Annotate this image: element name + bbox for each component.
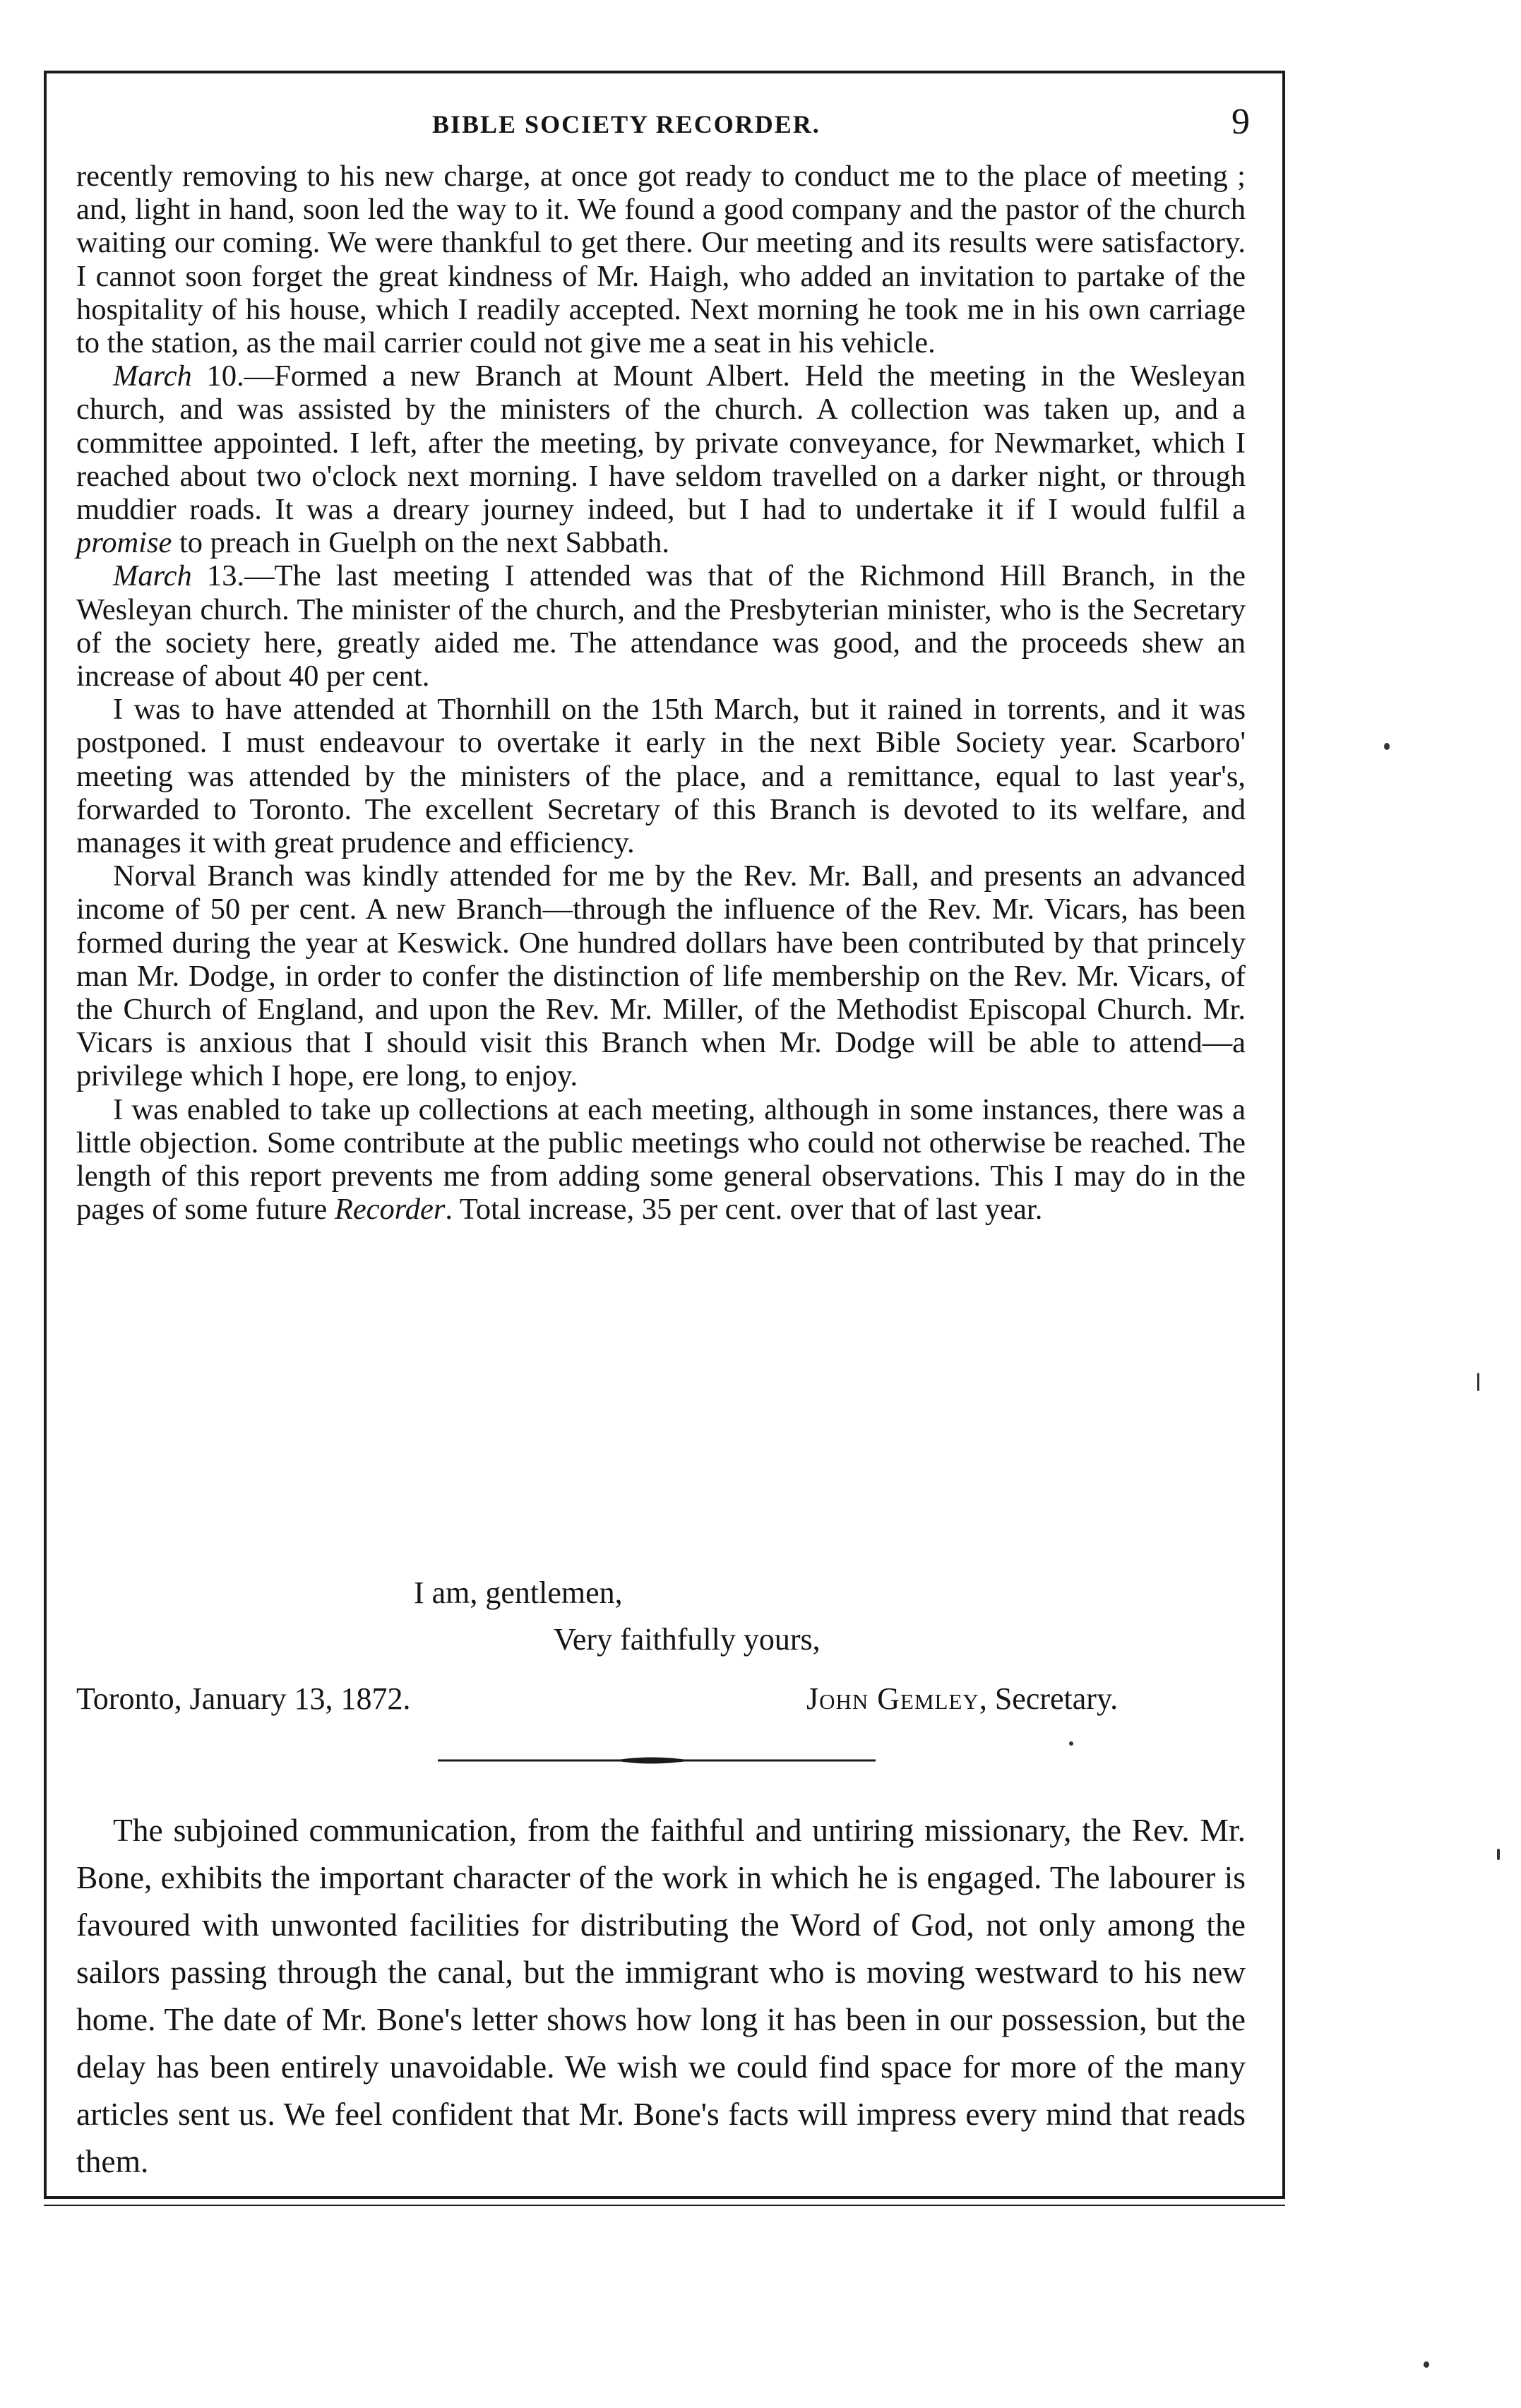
salutation: I am, gentlemen, <box>414 1575 623 1610</box>
page-number: 9 <box>1231 102 1250 142</box>
report-paragraph-norval: Norval Branch was kindly attended for me by the Rev. Mr. Ball, and presents an advanced income of 50 per cent. A new Branch—through the influence of the Rev. Mr. Vicars, has been formed during the year at Keswick. One hundred dollars have been contributed by that princely man Mr. Dodge, in order to confer the distinction of life membership on the Rev. Mr. Vicars, of the Church of England, and upon the Rev. Mr. Miller, of the Methodist Episcopal Church. Mr. Vicars is anxious that I should visit this Branch when Mr. Dodge will be able to attend—a privilege which I hope, ere long, to enjoy. <box>76 859 1246 1093</box>
valediction: Very faithfully yours, <box>554 1622 821 1657</box>
print-speck <box>1424 2361 1429 2368</box>
report-paragraph-1: recently removing to his new charge, at once got ready to conduct me to the place of meeting ; and, light in hand, soon led the way to it. We found a good company and the pastor of the church waiting our coming. We were thankful to get there. Our meeting and its results were satisfactory. I cannot soon forget the great kindness of Mr. Haigh, who added an invitation to partake of the hospitality of his house, which I readily accepted. Next morning he took me in his own carriage to the station, as the mail carrier could not give me a seat in his vehicle. <box>76 160 1246 360</box>
place-date: Toronto, January 13, 1872. <box>76 1681 411 1716</box>
report-paragraph-march-13: March 13.—The last meeting I attended was that of the Richmond Hill Branch, in the Wesleyan church. The minister of the church, and the Presbyterian minister, who is the Secretary of the society here, greatly aided me. The attendance was good, and the proceeds shew an increase of about 40 per cent. <box>76 559 1246 693</box>
editorial-paragraph: The subjoined communication, from the faithful and untiring missionary, the Rev. Mr. Bone, exhibits the important character of the work in which he is engaged. The labourer is favoured with unwonted facilities for distributing the Word of God, not only among the sailors passing through the canal, but the immigrant who is moving westward to his new home. The date of Mr. Bone's letter shows how long it has been in our possession, but the delay has been entirely unavoidable. We wish we could find space for more of the many articles sent us. We feel confident that Mr. Bone's facts will impress every mind that reads them. <box>76 1812 1246 2179</box>
signature-name: John Gemley <box>806 1681 979 1716</box>
report-paragraph-thornhill: I was to have attended at Thornhill on the 15th March, but it rained in torrents, and it was postponed. I must endeavour to overtake it early in the next Bible Society year. Scarboro' meeting was attended by the ministers of the place, and a remittance, equal to last year's, forwarded to Toronto. The excellent Secretary of this Branch is devoted to its welfare, and manages it with great prudence and efficiency. <box>76 693 1246 860</box>
report-paragraph-collections: I was enabled to take up collections at each meeting, although in some instances, there was a little objection. Some contribute at the public meetings who could not otherwise be reached. The length of this report prevents me from adding some general observations. This I may do in the pages of some future Recorder. Total increase, 35 per cent. over that of last year. <box>76 1092 1246 1227</box>
print-speck <box>1477 1373 1479 1391</box>
print-speck <box>1497 1849 1500 1860</box>
bottom-rule <box>44 2196 1285 2199</box>
signature <box>806 1681 1118 1717</box>
running-title: BIBLE SOCIETY RECORDER. <box>432 110 821 138</box>
print-speck <box>1384 743 1390 750</box>
print-speck <box>1069 1741 1073 1746</box>
bottom-rule-thin <box>44 2205 1285 2206</box>
editorial-body <box>76 1806 1246 2185</box>
report-body <box>76 160 1246 1227</box>
section-divider <box>438 1755 876 1766</box>
signature-title: , Secretary. <box>979 1681 1119 1716</box>
report-paragraph-march-10: March 10.—Formed a new Branch at Mount Albert. Held the meeting in the Wesleyan church, and was assisted by the ministers of the church. A collection was taken up, and a committee appointed. I left, after the meeting, by private conveyance, for Newmarket, which I reached about two o'clock next morning. I have seldom travelled on a darker night, or through muddier roads. It was a dreary journey indeed, but I had to undertake it if I would fulfil a promise to preach in Guelph on the next Sabbath. <box>76 359 1246 560</box>
